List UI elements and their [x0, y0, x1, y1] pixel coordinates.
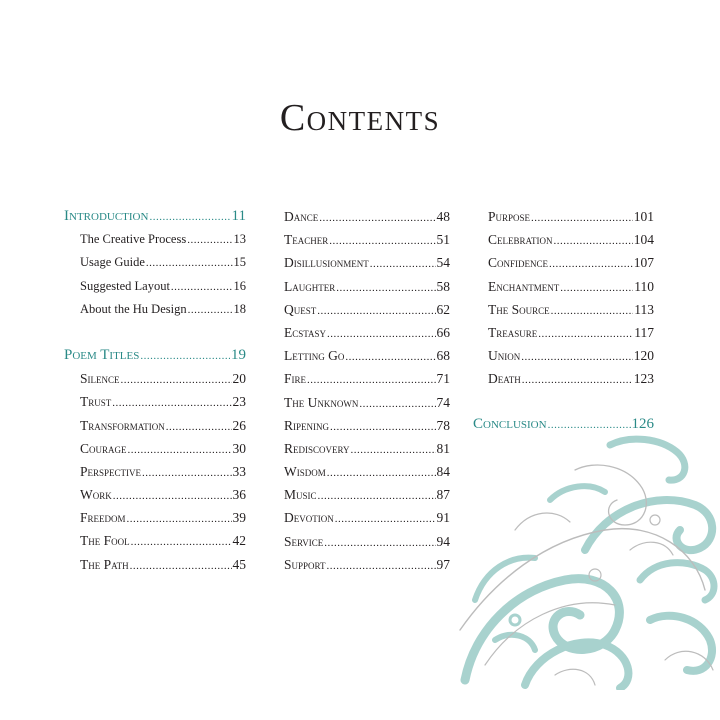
toc-page-number: 107	[633, 255, 654, 271]
dot-leader	[345, 346, 435, 369]
toc-entry-label: Purpose	[488, 209, 531, 224]
toc-entry-poem[interactable]	[488, 367, 654, 390]
toc-entry-poem[interactable]	[64, 414, 246, 437]
toc-page-number: 11	[231, 208, 246, 224]
toc-page-number: 84	[436, 464, 450, 480]
poem-list-column-1	[64, 367, 246, 576]
dot-leader	[329, 230, 435, 253]
toc-page-number: 81	[436, 440, 450, 456]
toc-page-number: 42	[232, 533, 246, 549]
toc-page-number: 117	[634, 324, 654, 340]
toc-page-number: 66	[436, 324, 450, 340]
toc-entry-label: Death	[488, 371, 521, 387]
toc-entry-poem[interactable]	[284, 483, 450, 506]
toc-section-label: Poem Titles	[64, 346, 140, 363]
toc-section-label: Introduction	[64, 208, 149, 224]
dot-leader	[112, 392, 231, 415]
toc-entry-label: Suggested Layout	[80, 278, 170, 293]
toc-entry-poem[interactable]	[488, 298, 654, 321]
dot-leader	[560, 277, 633, 300]
toc-entry-label: Quest	[284, 301, 317, 317]
toc-page-number: 16	[233, 278, 246, 293]
toc-entry-label: Transformation	[80, 417, 165, 433]
dot-leader	[324, 532, 435, 555]
toc-column-1	[64, 205, 246, 576]
toc-entry-poem[interactable]	[64, 437, 246, 460]
dot-leader	[336, 277, 435, 300]
toc-page-number: 123	[633, 371, 654, 387]
toc-page-number: 30	[232, 440, 246, 456]
toc-entry-label: Music	[284, 487, 317, 503]
toc-page-number: 104	[633, 232, 654, 248]
toc-page-number: 18	[233, 301, 246, 316]
dot-leader	[166, 416, 232, 439]
toc-page-number: 48	[436, 209, 450, 224]
toc-entry-label: Perspective	[80, 463, 142, 479]
toc-entry-label: Devotion	[284, 510, 334, 526]
toc-page-number: 51	[436, 232, 450, 248]
toc-entry-poem[interactable]	[284, 437, 450, 460]
toc-page-number: 87	[436, 487, 450, 503]
toc-section-introduction[interactable]	[64, 205, 246, 228]
toc-entry-label: Work	[80, 487, 112, 503]
dot-leader	[127, 508, 232, 531]
toc-entry-poem[interactable]	[284, 367, 450, 390]
toc-column-3-conclusion	[473, 413, 654, 436]
dot-leader	[140, 345, 230, 368]
toc-entry-label: Ecstasy	[284, 324, 327, 340]
toc-page-number: 74	[436, 394, 450, 410]
toc-entry-label: Laughter	[284, 278, 336, 294]
dot-leader	[330, 416, 436, 439]
toc-entry-creative-process[interactable]	[64, 228, 246, 251]
toc-entry-label: Dance	[284, 209, 319, 224]
toc-section-conclusion[interactable]	[473, 413, 654, 436]
dot-leader	[548, 414, 631, 437]
toc-entry-label: Ripening	[284, 417, 329, 433]
dot-leader	[317, 300, 435, 323]
dot-leader	[319, 207, 435, 230]
toc-entry-poem[interactable]	[284, 344, 450, 367]
toc-entry-label: The Creative Process	[80, 232, 187, 247]
toc-entry-label: About the Hu Design	[80, 301, 187, 316]
dot-leader	[318, 485, 436, 508]
toc-page-number: 26	[232, 417, 246, 433]
toc-page-number: 45	[232, 556, 246, 572]
toc-entry-usage-guide[interactable]	[64, 251, 246, 274]
toc-entry-poem[interactable]	[284, 460, 450, 483]
toc-entry-label: Freedom	[80, 510, 126, 526]
toc-entry-label: Union	[488, 348, 521, 364]
toc-entry-label: Enchantment	[488, 278, 560, 294]
toc-entry-poem[interactable]	[488, 275, 654, 298]
toc-page-number: 113	[634, 301, 654, 317]
toc-entry-label: Confidence	[488, 255, 549, 271]
toc-entry-poem[interactable]	[284, 298, 450, 321]
toc-entry-poem[interactable]	[284, 205, 450, 228]
toc-page-number: 20	[232, 371, 246, 387]
toc-entry-label: Fire	[284, 371, 307, 387]
dot-leader	[128, 439, 232, 462]
dot-leader	[171, 276, 233, 299]
toc-entry-label: Disillusionment	[284, 255, 369, 271]
toc-entry-poem[interactable]	[64, 367, 246, 390]
toc-entry-poem[interactable]	[64, 553, 246, 576]
toc-entry-suggested-layout[interactable]	[64, 275, 246, 298]
dot-leader	[351, 439, 436, 462]
toc-page-number: 36	[232, 487, 246, 503]
toc-page-number: 39	[232, 510, 246, 526]
toc-entry-poem[interactable]	[64, 483, 246, 506]
dot-leader	[131, 531, 232, 554]
toc-entry-poem[interactable]	[284, 228, 450, 251]
dot-leader	[113, 485, 232, 508]
dot-leader	[146, 252, 233, 275]
toc-entry-poem[interactable]	[64, 506, 246, 529]
dot-leader	[522, 369, 633, 392]
toc-page-number: 13	[233, 232, 246, 247]
dot-leader	[551, 300, 634, 323]
toc-entry-poem[interactable]	[284, 275, 450, 298]
toc-entry-hu-design[interactable]	[64, 298, 246, 321]
paisley-ornament-icon	[455, 430, 720, 690]
toc-entry-poem[interactable]	[488, 228, 654, 251]
toc-entry-label: Courage	[80, 440, 127, 456]
page-title: Contents	[279, 97, 441, 139]
dot-leader	[130, 555, 232, 578]
toc-entry-poem[interactable]	[64, 460, 246, 483]
toc-entry-poem[interactable]	[284, 414, 450, 437]
toc-page-number: 68	[436, 348, 450, 364]
dot-leader	[188, 299, 233, 322]
toc-entry-label: Rediscovery	[284, 440, 350, 456]
dot-leader	[538, 323, 633, 346]
toc-entry-label: Celebration	[488, 232, 553, 248]
toc-entry-poem[interactable]	[488, 321, 654, 344]
dot-leader	[307, 369, 435, 392]
toc-page-number: 94	[436, 533, 450, 549]
toc-section-label: Conclusion	[473, 416, 547, 432]
toc-entry-poem[interactable]	[488, 251, 654, 274]
toc-page-number: 120	[633, 348, 654, 364]
toc-page-number: 71	[436, 371, 450, 387]
section-spacer	[64, 321, 246, 344]
dot-leader	[335, 508, 436, 531]
toc-entry-label: The Source	[488, 301, 550, 317]
toc-page-number: 19	[231, 346, 246, 363]
toc-entry-label: The Fool	[80, 533, 130, 549]
toc-entry-poem[interactable]	[488, 205, 654, 228]
poem-list-column-2	[284, 205, 450, 576]
toc-section-poem-titles[interactable]	[64, 344, 246, 367]
toc-page-number: 58	[436, 278, 450, 294]
toc-entry-label: Support	[284, 556, 326, 572]
toc-page-number: 110	[634, 278, 654, 294]
dot-leader	[142, 462, 231, 485]
poem-list-column-3	[488, 205, 654, 391]
toc-page-number: 62	[436, 301, 450, 317]
toc-entry-poem[interactable]	[284, 251, 450, 274]
dot-leader	[327, 323, 435, 346]
toc-entry-poem[interactable]	[284, 391, 450, 414]
toc-page-number: 101	[633, 209, 654, 224]
dot-leader	[121, 369, 232, 392]
toc-entry-poem[interactable]	[488, 344, 654, 367]
toc-entry-poem[interactable]	[284, 553, 450, 576]
toc-page-number: 23	[232, 394, 246, 410]
toc-entry-poem[interactable]	[284, 530, 450, 553]
dot-leader	[149, 206, 230, 229]
toc-entry-label: Usage Guide	[80, 255, 145, 270]
dot-leader	[370, 253, 436, 276]
toc-page-number: 126	[631, 416, 654, 432]
toc-entry-label: Wisdom	[284, 464, 326, 480]
toc-entry-poem[interactable]	[284, 321, 450, 344]
dot-leader	[327, 462, 436, 485]
toc-entry-label: The Unknown	[284, 394, 359, 410]
toc-entry-poem[interactable]	[284, 506, 450, 529]
toc-entry-label: The Path	[80, 556, 129, 572]
dot-leader	[531, 207, 633, 230]
toc-entry-label: Trust	[80, 394, 112, 410]
toc-entry-poem[interactable]	[64, 529, 246, 552]
dot-leader	[187, 229, 232, 252]
dot-leader	[549, 253, 633, 276]
toc-entry-label: Teacher	[284, 232, 329, 248]
toc-entry-label: Letting Go	[284, 348, 345, 364]
toc-entry-label: Treasure	[488, 324, 538, 340]
toc-entry-label: Silence	[80, 371, 120, 387]
toc-page-number: 97	[436, 556, 450, 572]
toc-page-number: 91	[436, 510, 450, 526]
toc-page-number: 78	[436, 417, 450, 433]
toc-page-number: 54	[436, 255, 450, 271]
toc-entry-label: Service	[284, 533, 324, 549]
toc-page-number: 33	[232, 463, 246, 479]
toc-entry-poem[interactable]	[64, 390, 246, 413]
dot-leader	[521, 346, 633, 369]
dot-leader	[359, 393, 435, 416]
dot-leader	[554, 230, 633, 253]
dot-leader	[326, 555, 435, 578]
toc-page-number: 15	[233, 255, 246, 270]
